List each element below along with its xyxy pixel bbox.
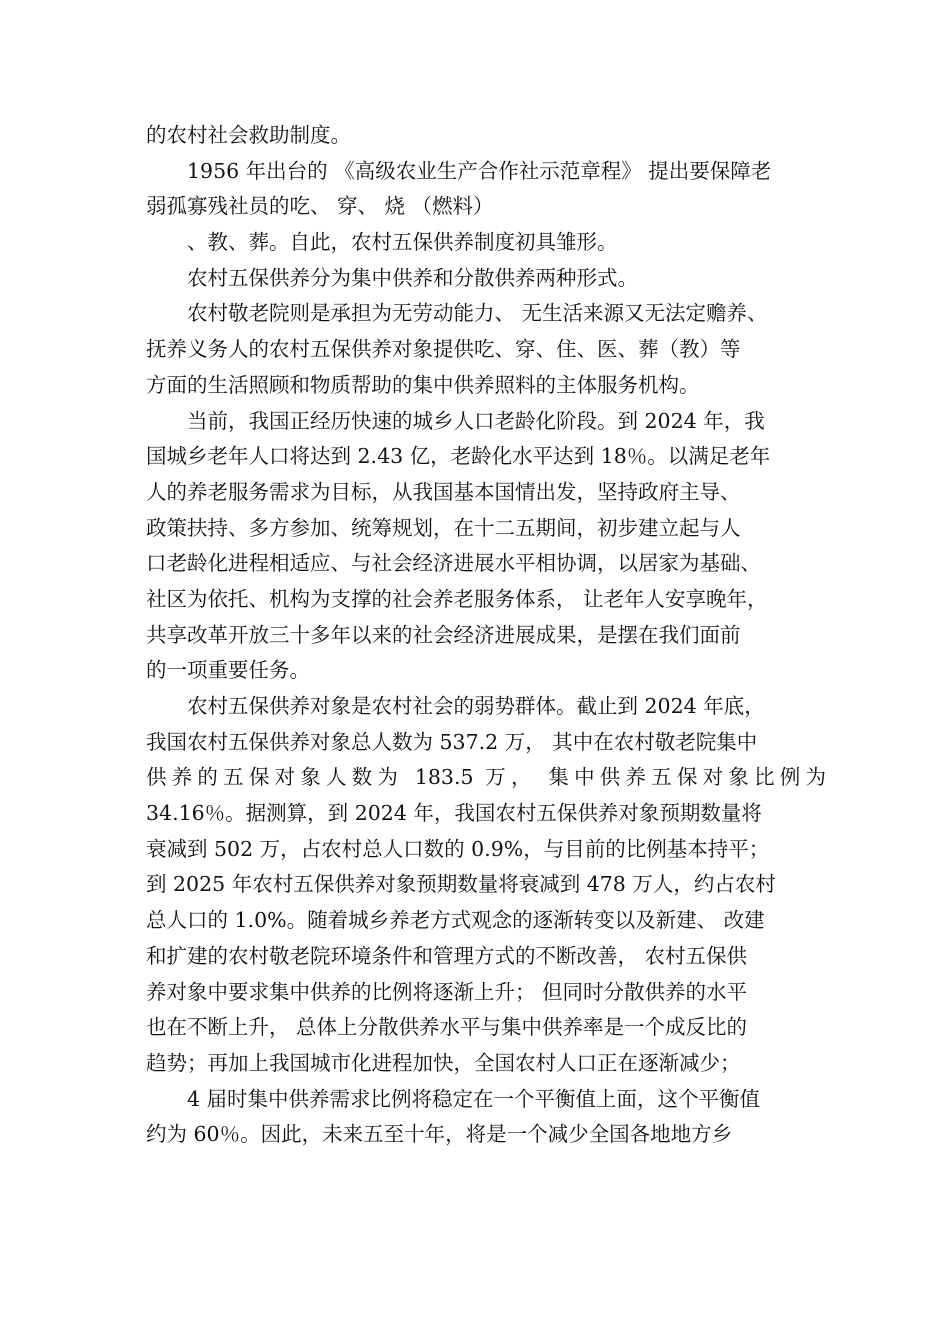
text-line: 农村敬老院则是承担为无劳动能力、 无生活来源又无法定赡养、 — [187, 301, 768, 326]
text-line: 总人口的 1.0%。随着城乡养老方式观念的逐渐转变以及新建、 改建 — [146, 908, 765, 933]
text-line: 农村五保供养对象是农村社会的弱势群体。截止到 2024 年底， — [187, 694, 765, 718]
text-line: 衰减到 502 万，占农村总人口数的 0.9%，与目前的比例基本持平； — [146, 836, 770, 861]
text-line: 当前，我国正经历快速的城乡人口老龄化阶段。到 2024 年，我 — [187, 408, 765, 433]
text-line: 我国农村五保供养对象总人数为 537.2 万， 其中在农村敬老院集中 — [146, 729, 758, 754]
document-body-text — [146, 118, 826, 1153]
text-line: 的农村社会救助制度。 — [146, 123, 351, 147]
text-line: 政策扶持、多方参加、统筹规划，在十二五期间，初步建立起与人 — [146, 515, 741, 540]
text-line: 口老龄化进程相适应、与社会经济进展水平相协调，以居家为基础、 — [146, 551, 761, 576]
text-line: 、教、葬。自此，农村五保供养制度初具雏形。 — [187, 230, 618, 255]
text-line: 社区为依托、机构为支撑的社会养老服务体系， 让老年人安享晚年， — [146, 586, 768, 611]
text-line: 趋势；再加上我国城市化进程加快，全国农村人口正在逐渐减少； — [146, 1050, 741, 1075]
text-line: 供养的五保对象人数为 183.5 万， 集中供养五保对象比例为 — [146, 765, 826, 790]
text-line: 人的养老服务需求为目标，从我国基本国情出发，坚持政府主导、 — [146, 479, 741, 504]
text-line: 的一项重要任务。 — [146, 658, 310, 683]
text-line: 养对象中要求集中供养的比例将逐渐上升； 但同时分散供养的水平 — [146, 979, 748, 1004]
text-line: 34.16％。据测算，到 2024 年，我国农村五保供养对象预期数量将 — [146, 801, 762, 826]
text-line: 弱孤寡残社员的吃、 穿、 烧 （燃料） — [146, 194, 494, 219]
text-line: 农村五保供养分为集中供养和分散供养两种形式。 — [187, 265, 638, 290]
text-line: 共享改革开放三十多年以来的社会经济进展成果，是摆在我们面前 — [146, 622, 741, 647]
text-line: 方面的生活照顾和物质帮助的集中供养照料的主体服务机构。 — [146, 372, 700, 397]
text-line: 抚养义务人的农村五保供养对象提供吃、穿、住、医、葬（教）等 — [146, 337, 741, 362]
text-line: 约为 60％。因此，未来五至十年，将是一个减少全国各地地方乡 — [146, 1122, 733, 1147]
text-line: 4 届时集中供养需求比例将稳定在一个平衡值上面，这个平衡值 — [187, 1086, 761, 1111]
text-line: 到 2025 年农村五保供养对象预期数量将衰减到 478 万人，约占农村 — [146, 872, 776, 897]
text-line: 也在不断上升， 总体上分散供养水平与集中供养率是一个成反比的 — [146, 1015, 748, 1040]
text-line: 国城乡老年人口将达到 2.43 亿，老龄化水平达到 18％。以满足老年 — [146, 444, 771, 469]
text-line: 和扩建的农村敬老院环境条件和管理方式的不断改善， 农村五保供 — [146, 943, 748, 968]
text-line: 1956 年出台的 《高级农业生产合作社示范章程》 提出要保障老 — [187, 158, 772, 183]
